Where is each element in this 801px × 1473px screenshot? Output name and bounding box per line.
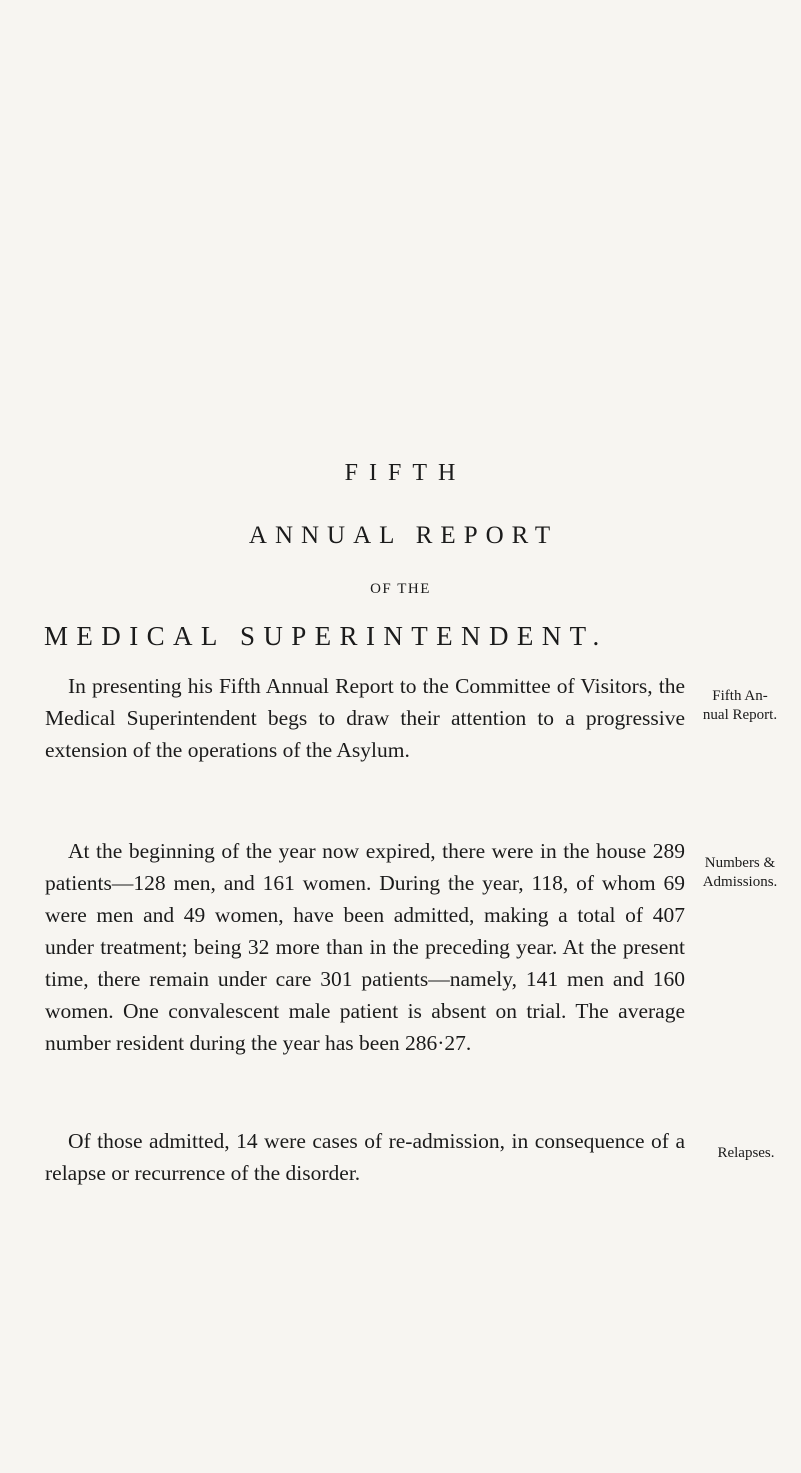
paragraph-numbers-admissions: At the beginning of the year now expired, there were in the house 289 patients—128 men, and 161 women. During the year, 118, of whom 69 were men and 49 women, have been admitted, making a total of 407 under treatment; being 32 more than in the preceding year. At the present time, there remain under care 301 patients—namely, 141 men and 160 women. One convalescent male patient is absent on trial. The average number resident during the year has been 286·27.: [45, 839, 685, 1055]
heading-medical-superintendent: MEDICAL SUPERINTENDENT.: [44, 621, 608, 651]
paragraph-introduction: In presenting his Fifth Annual Report to the Committee of Visitors, the Medical Superintendent begs to draw their attention to a progressive extension of the operations of the Asylum.: [45, 674, 685, 762]
margin-note-relapses: [686, 1144, 801, 1163]
heading-of-the: OF THE: [370, 581, 431, 597]
heading-fifth: FIFTH: [344, 460, 467, 486]
margin-note-line: nual Report.: [702, 707, 778, 723]
heading-annual-report: ANNUAL REPORT: [248, 522, 559, 549]
margin-note-line: Relapses.: [717, 1145, 775, 1161]
paragraph-relapses: Of those admitted, 14 were cases of re-admission, in consequence of a relapse or recurrence of the disorder.: [45, 1129, 685, 1185]
margin-note-line: Numbers &: [704, 855, 776, 871]
margin-note-line: Admissions.: [702, 874, 778, 890]
margin-note-line: Fifth An-: [712, 688, 768, 704]
margin-note-numbers-admissions: [680, 854, 800, 892]
margin-note-fifth-annual-report: [680, 687, 800, 725]
